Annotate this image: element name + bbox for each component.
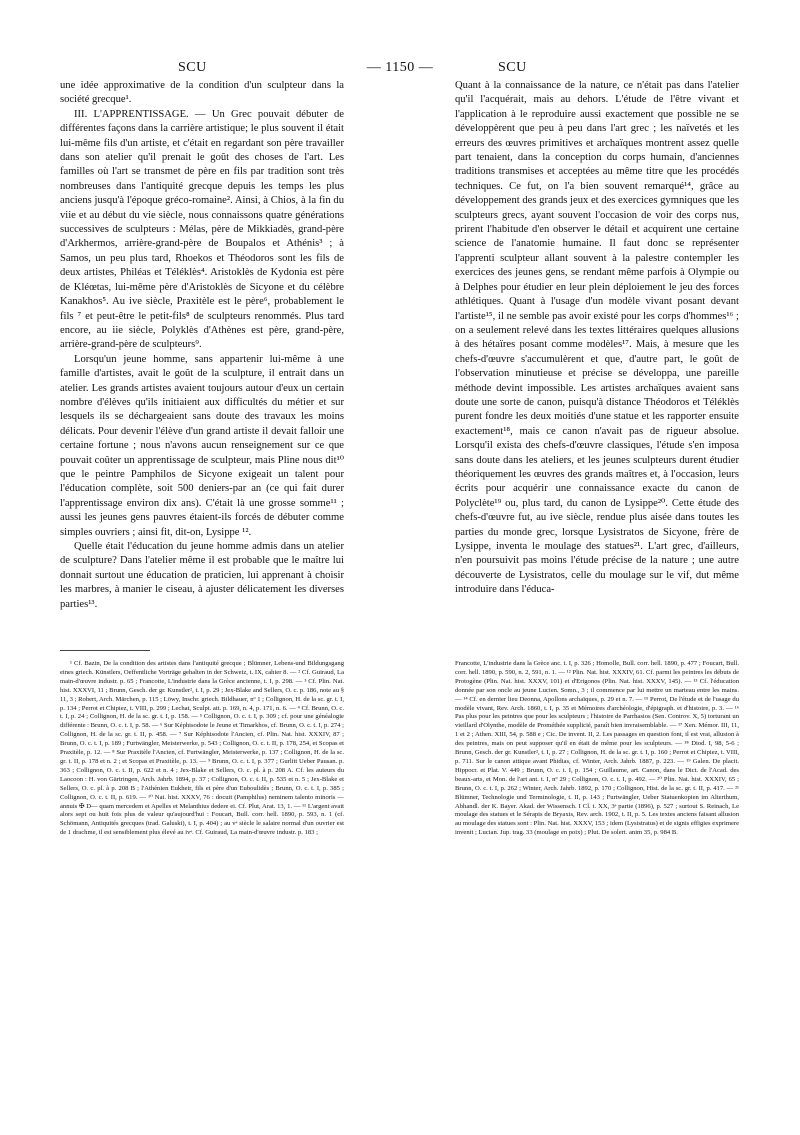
running-head-right: SCU: [498, 60, 527, 75]
paragraph: une idée approximative de la condition d'un sculpteur dans la société grecque¹.: [60, 80, 344, 106]
running-head-left: SCU: [178, 60, 207, 75]
body-column-left: [60, 79, 344, 612]
page-number: — 1150 —: [366, 60, 434, 75]
footnote-rule: [60, 650, 150, 651]
body-column-right: [455, 79, 739, 598]
footnote-block: ¹ Cf. Bazin, De la condition des artistes dans l'antiquité grecque ; Blümner, Lebens-und Bildungsgang eines griech. Künstlers, Oeffentliche Vorträge gehalten in der Schweiz, t. IX, cahier 8. — ² Cf. Guiraud, La main-d'œuvre industr. p. 65 ; Francotte, L'industrie dans la Grèce ancienne, t. I, p. 298. — ³ Cf. Plin. Nat. hist. XXXVI, 11 ; Brunn, Gesch. der gr. Kunstler², t. I, p. 29 ; Jex-Blake and Sellers, O. c. p. 186, note au § 11, 3 ; Robert, Arch. Märchen, p. 115 ; Löwy, Inschr. griech. Bildhauer, nº 1 ; Collignon, H. de la sc. gr. t. I, p. 134 ; Perrot et Chipiez, t. VIII, p. 299 ; Lechat, Sculpt. att. p. 169, n. 4, p. 171, n. 6. — ⁴ Cf. Brunn, O. c. t. I, p. 24 ; Collignon, H. de la sc. gr. t. I, p. 158. — ⁵ Collignon, O. c. t. I, p. 309 ; cf. pour une généalogie différente : Brunn, O. c. t. I, p. 58. — ⁶ Sur Képhisodote le Jeune et Timarkhos, cf. Brunn, O. c. t. I, p. 274 ; Collignon, H. de la sc. gr. t. II, p. 458. — ⁷ Sur Képhisodote l'Ancien, cf. Plin. Nat. hist. XXXIV, 87 ; Brunn, O. c. t. I, p. 189 ; Furtwängler, Meisterwerke, p. 543 ; Collignon, O. c. t. II, p. 178, 254, et Scopas et Praxitèle, p. 12. — ⁸ Sur Praxitèle l'Ancien, cf. Furtwängler, Meisterwerke, p. 137 ; Collignon, H. de la sc. gr. t. II, p. 178 et n. 2 ; et Scopas et Praxitèle, p. 13. — ⁹ Brunn, O. c. t. I, p. 377 ; Gurlitt Ueber Pausan. p. 363 ; Collignon, O. c. t. II, p. 622 et n. 4 ; Jex-Blake et Sellers, O. c. pl. à p. 208 A. Cf. les auteurs du Laocoon : H. von Gärtringen, Arch. Jahrb. 1894, p. 37 ; Collignon, O. c. t. II, p. 535 et n. 5 ; Jex-Blake et Sellers, O. c. pl. à p. 208 B ; l'Athénien Eukheir, fils et père d'un Euboulidès ; Brunn, O. c. t. I, p. 385 ; Collignon, O. c. t. II, p. 619. — ¹⁰ Nat. hist. XXXV, 76 : docuit (Pamphilus) neminem talento minoris — annuis ✠ D— quam mercedem et Apelles et Melanthius dedere ei. Cf. Plut, Arat. 13, 1. — ¹¹ L'argent avait alors sept ou huit fois plus de valeur qu'aujourd'hui : Foucart, Bull. corr. hell. 1890, p. 593, n. 1 (cf. Schömann, Antiquités grecques (trad. Galuski), t. I, p. 404) ; au vᵉ siècle le salaire normal d'un ouvrier est de 1 drachme, il est sensiblement plus élevé au ivᵉ. Cf. Guiraud, La main-d'œuvre industr. p. 183 ;: [60, 660, 344, 837]
paragraph: Quelle était l'éducation du jeune homme admis dans un atelier de sculpture? Dans l'atelier même il est probable que le maître lui donnait surtout une éducation de praticien, lui apprenant à choisir les marbres, à manier le ciseau, à ajuster délicatement les diverses parties¹³.: [60, 541, 344, 610]
paragraph: Lorsqu'un jeune homme, sans appartenir lui-même à une famille d'artistes, avait le goût de la sculpture, il entrait dans un atelier. Les grands artistes avaient toujours autour d'eux un certain nombre d'élèves qu'ils initiaient aux difficultés du métier et sur lesquels ils se déchargeaient sans doute des travaux les moins délicats. Pour devenir l'élève d'un grand artiste il devait falloir une certaine fortune ; nous n'avons aucun renseignement sur ce que pouvait coûter un apprentissage de sculpteur, mais Pline nous dit¹⁰ que le peintre Pamphilos de Sicyone exigeait un talent pour l'éducation complète, soit 500 deniers-par an (ce qui fait durer l'apprentissage environ dix ans). C'était là une grosse somme¹¹ ; aussi les jeunes gens pauvres étaient-ils forcés de débuter comme simples ouvriers ; ainsi fit, dit-on, Lysippe ¹².: [60, 353, 344, 538]
paragraph: III. L'APPRENTISSAGE. — Un Grec pouvait débuter de différentes façons dans la carrière artistique; le plus souvent il était lui-même fils d'un artiste, et c'était en regardant son père travailler dans son atelier qu'il prenait le goût des choses de l'art. Les familles où l'art se transmet de père en fils par tradition sont très nombreuses dans l'antiquité grecque depuis les temps les plus anciens jusqu'à l'époque gréco-romaine². Ainsi, à Chios, à la fin du viie et au début du vie siècle, nous connaissons quatre générations successives de sculpteurs : Mélas, père de Mikkiadès, grand-père d'Arkhermos, arrière-grand-père de Boupalos et Athénis³ ; à Samos, un peu plus tard, Rhoekos et Théodoros sont les fils de deux artistes, Philéas et Téléklès⁴. Aristoklès de Kydonia est père de Kléœtas, lui-même père d'Aristoklès de Sicyone et du célèbre Kanakhos⁵. Au ive siècle, Praxitèle est le père⁶, probablement le fils ⁷ et peut-être le petit-fils⁸ de sculpteurs renommés. Plus tard encore, au iie siècle, Polyklès d'Athènes est père, grand-père, arrière-grand-père de sculpteurs⁹.: [60, 108, 344, 351]
footnotes-right: [455, 660, 739, 838]
footnote-block: Francotte, L'industrie dans la Grèce anc. t. I, p. 326 ; Homolle, Bull. corr. hell. 1890, p. 477 ; Foucart, Bull. corr. hell. 1890, p. 590, n. 2, 591, n. 1. — ¹² Plin. Nat. hist. XXXIV, 61. Cf. parmi les peintres les débuts de Protogène (Plin. Nat. hist. XXXV, 101) et d'Erigonos (Plin. Nat. hist. XXXV, 145). — ¹³ Cf. l'éducation donnée par son oncle au jeune Lucien. Somn., 3 ; il commence par lui mettre un marteau entre les mains. — ¹⁴ Cf. en dernier lieu Deonna, Apollons archaïques, p. 29 et n. 7. — ¹⁵ Perrot, De l'étude et de l'usage du modèle vivant, Rev. Arch. 1860, t. I, p. 35 et Mémoires d'archéologie, d'épigraph. et d'histoire, p. 3. — ¹⁶ Pas plus pour les peintres que pour les sculpteurs ; l'histoire de Parrhasios (Sen. Controv. X, 5) torturant un vieillard d'Olynthe, modèle de Prométhée supplicié, paraît bien invraisemblable. — ¹⁷ Xen. Mémor. III, 11, 1 et 2 ; Athen. XIII, 54, p. 588 e ; Cic. De invent. II, 2. Les passages en question font, il est vrai, allusion à des peintres, mais on peut supposer qu'il en était de même pour les sculpteurs. — ¹⁸ Diod. I, 98, 5-6 ; Brunn, Gesch. der gr. Kunstler², t. I, p. 27 ; Collignon, H. de la sc. gr. t. I, p. 160 ; Perrot et Chipiez, t. VIII, p. 711. Sur le canon attique avant Phidias, cf. Winter, Arch. Jahrb. 1887, p. 223. — ¹⁹ Galen. De placit. Hippocr. et Plat. V. 449 ; Brunn, O. c. t. I, p. 154 ; Guillaume, art. Canon, dans le Dict. de l'Acad. des beaux-arts, et Mon. de l'art ant. t. I, nº 29 ; Collignon, O. c. t. I, p. 492. — ²⁰ Plin. Nat. hist. XXXIV, 65 ; Brunn, O. c. t. I, p. 262 ; Winter, Arch. Jahrb. 1892, p. 170 ; Collignon, Hist. de la sc. gr. t. II, p. 417. — ²¹ Blümner, Technologie und Terminologie, t. II, p. 143 ; Furtwängler, Ueber Statuenkopien im Alterthum, Abhandl. der K. Bayer. Akad. der Wissensch. I Cl. t. XX, 3ᵉ partie (1896), p. 527 ; surtout S. Reinach, Le moulage des statues et le Sérapis de Bryaxis, Rev. arch. 1902, t. II, p. 5. Les textes anciens faisant allusion au moulage des statues sont : Plin. Nat. hist. XXXV, 153 ; idem (Lysistratus) et de signis effigies exprimere invenit ; Lucian. Jup. trag. 33 (moulage en poix) ; Plut. De solert. anim 35, p. 984 B.: [455, 660, 739, 837]
footnotes-left: [60, 660, 344, 838]
paragraph: Quant à la connaissance de la nature, ce n'était pas dans l'atelier qu'il l'acquérait, mais au dehors. L'étude de l'être vivant et l'application à le reproduire aussi exactement que possible ne se développèrent que peu à peu dans l'art grec ; les naïvetés et les erreurs des œuvres primitives et archaïques montrent assez quelle part tenaient, dans la conception du corps humain, d'anciennes traditions transmises et acceptées au même titre que les procédés techniques. Ce fut, on l'a bien souvent remarqué¹⁴, grâce au développement des grands jeux et des exercices gymniques que les sculpteurs grecs, ayant souvent l'occasion de voir des corps nus, prirent l'habitude d'en observer le détail et acquirent une certaine science de l'anatomie humaine. Il faut donc se représenter l'apprenti sculpteur allant souvent à la palestre contempler les exercices des jeunes gens, se rendant même parfois à Olympie ou à Delphes pour étudier en leur plein déploiement le jeu des forces athlétiques. Quant à l'usage d'un modèle vivant posant devant l'artiste¹⁵, il ne semble pas avoir existé pour les corps d'hommes¹⁶ ; on a seulement relevé dans les textes littéraires quelques allusions à des hétaïres posant comme modèles¹⁷. Mais, à mesure que les chefs-d'œuvre s'accumulèrent et que, d'autre part, le goût de l'observation minutieuse et précise se développa, une pareille méthode devint impossible. Les artistes archaïques avaient sans doute une sorte de canon, puisqu'à distance Théodoros et Téléklès purent fondre les deux moitiés d'une statue et les rapporter ensuite exactement¹⁸, mais ce canon n'avait pas de rigueur absolue. Lorsqu'il exista des chefs-d'œuvre classiques, l'étude s'en imposa sans doute dans les ateliers, et les jeunes sculpteurs durent étudier théoriquement les œuvres des grands maîtres et, à l'occasion, leurs écrits pour acquérir une connaissance exacte du canon de Polyclète¹⁹ ou, plus tard, du canon de Lysippe²⁰. Cette étude des chefs-d'œuvre fut, au ive siècle, rendue plus aisée dans toutes les parties du monde grec, lorsque Lysistratos de Sicyone, frère de Lysippe, inventa le moulage des statues²¹. L'art grec, d'ailleurs, n'en poursuivit pas moins l'étude précise de la nature ; une autre découverte de Lysistratos, celle du moulage sur le vif, dut même introduire dans l'éduca-: [455, 80, 739, 596]
